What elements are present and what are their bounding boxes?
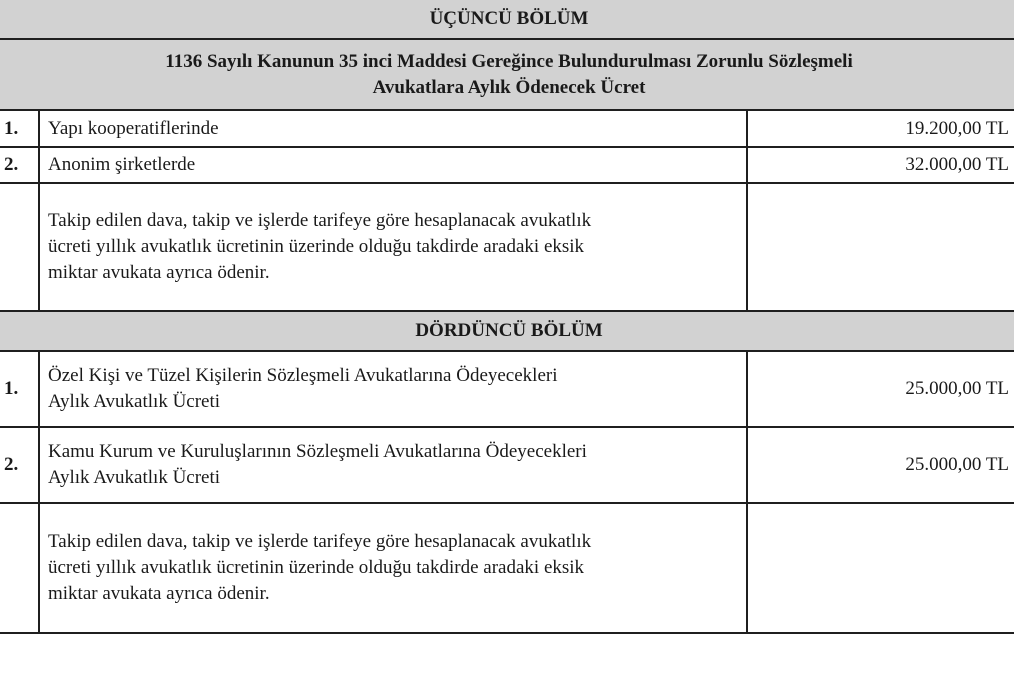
section-3-row-2 bbox=[0, 147, 1014, 183]
section-3-subtitle-row bbox=[0, 39, 1014, 110]
row-amount: 25.000,00 TL bbox=[747, 351, 1014, 427]
note-line-3: miktar avukata ayrıca ödenir. bbox=[48, 583, 270, 604]
section-4-row-1 bbox=[0, 351, 1014, 427]
note-line-1: Takip edilen dava, takip ve işlerde tarifeye göre hesaplanacak avukatlık bbox=[48, 531, 592, 552]
section-3-subtitle-line-1: 1136 Sayılı Kanunun 35 inci Maddesi Gereğince Bulundurulması Zorunlu Sözleşmeli bbox=[165, 50, 853, 72]
note-line-2: ücreti yıllık avukatlık ücretinin üzerinde olduğu takdirde aradaki eksik bbox=[48, 236, 585, 257]
empty-amount-cell bbox=[747, 503, 1014, 633]
empty-number-cell bbox=[0, 503, 39, 633]
row-number: 1. bbox=[0, 351, 39, 427]
note-line-1: Takip edilen dava, takip ve işlerde tarifeye göre hesaplanacak avukatlık bbox=[48, 210, 592, 231]
row-description-line-2: Aylık Avukatlık Ücreti bbox=[48, 391, 221, 412]
section-3-title: ÜÇÜNCÜ BÖLÜM bbox=[0, 0, 1014, 39]
row-description-line-1: Özel Kişi ve Tüzel Kişilerin Sözleşmeli Avukatlarına Ödeyecekleri bbox=[48, 365, 558, 386]
empty-number-cell bbox=[0, 183, 39, 311]
section-4-note bbox=[39, 503, 747, 633]
row-amount: 32.000,00 TL bbox=[747, 147, 1014, 183]
note-line-3: miktar avukata ayrıca ödenir. bbox=[48, 262, 270, 283]
row-number: 2. bbox=[0, 427, 39, 503]
section-3-title-row bbox=[0, 0, 1014, 39]
section-3-note bbox=[39, 183, 747, 311]
row-description-line-2: Aylık Avukatlık Ücreti bbox=[48, 467, 221, 488]
row-number: 2. bbox=[0, 147, 39, 183]
section-4-note-row bbox=[0, 503, 1014, 633]
section-3-row-1 bbox=[0, 110, 1014, 147]
row-description bbox=[39, 427, 747, 503]
row-description-line-1: Kamu Kurum ve Kuruluşlarının Sözleşmeli Avukatlarına Ödeyecekleri bbox=[48, 441, 587, 462]
row-description bbox=[39, 351, 747, 427]
empty-amount-cell bbox=[747, 183, 1014, 311]
row-number: 1. bbox=[0, 110, 39, 147]
row-description: Yapı kooperatiflerinde bbox=[39, 110, 747, 147]
section-3-subtitle bbox=[0, 39, 1014, 110]
section-4-title: DÖRDÜNCÜ BÖLÜM bbox=[0, 311, 1014, 351]
section-4-title-row bbox=[0, 311, 1014, 351]
section-3-note-row bbox=[0, 183, 1014, 311]
section-3-subtitle-line-2: Avukatlara Aylık Ödenecek Ücret bbox=[372, 76, 646, 98]
row-amount: 19.200,00 TL bbox=[747, 110, 1014, 147]
note-line-2: ücreti yıllık avukatlık ücretinin üzerinde olduğu takdirde aradaki eksik bbox=[48, 557, 585, 578]
section-4-row-2 bbox=[0, 427, 1014, 503]
row-description: Anonim şirketlerde bbox=[39, 147, 747, 183]
row-amount: 25.000,00 TL bbox=[747, 427, 1014, 503]
